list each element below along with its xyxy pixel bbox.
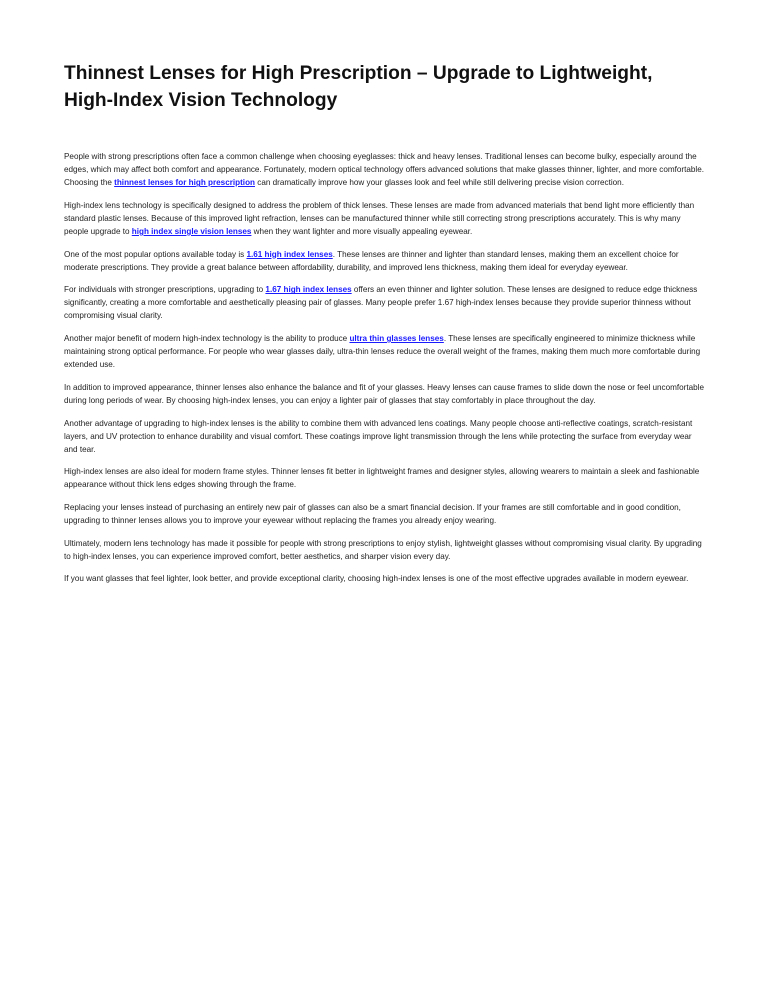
paragraph-closing: If you want glasses that feel lighter, look better, and provide exceptional clarity, choosing high-index lenses is one of the most effective upgrades available in modern eyewear. bbox=[64, 574, 689, 584]
paragraph-text: For individuals with stronger prescriptions, upgrading to bbox=[64, 285, 266, 295]
paragraph-text: Another major benefit of modern high-index technology is the ability to produce bbox=[64, 334, 350, 344]
paragraph-frame-styles: High-index lenses are also ideal for modern frame styles. Thinner lenses fit better in lightweight frames and designer styles, allowing wearers to maintain a sleek and fashionable appearance without thick lens edges showing through the frame. bbox=[64, 467, 700, 490]
paragraph-text: when they want lighter and more visually appealing eyewear. bbox=[251, 226, 473, 236]
paragraph-text: can dramatically improve how your glasses look and feel while still delivering precise vision correction. bbox=[255, 178, 624, 188]
paragraph-balance-fit: In addition to improved appearance, thinner lenses also enhance the balance and fit of your glasses. Heavy lenses can cause frames to slide down the nose or feel uncomfortable during long periods of wear. By choosing high-index lenses, you can enjoy a lighter pair of glasses that stay comfortably in place throughout the day. bbox=[64, 382, 705, 405]
link-thinnest-lenses[interactable]: thinnest lenses for high prescription bbox=[114, 178, 255, 188]
paragraph-text: . These lenses are thinner and lighter than standard lenses, making them an excellent choice for moderate prescriptions. They provide a great balance between affordability, durability, and improved lens thickness, making them ideal for everyday eyewear. bbox=[64, 249, 679, 272]
paragraph-ultra-thin bbox=[64, 332, 704, 371]
paragraph-text: High-index lens technology is specifically designed to address the problem of thick lenses. These lenses are made from advanced materials that bend light more efficiently than standard plastic lenses. Because of this improved light refraction, lenses can be manufactured thinner while still correcting strong prescriptions accurately. This is why many people upgrade to bbox=[64, 200, 695, 236]
paragraph-high-index-tech bbox=[64, 199, 704, 238]
link-161-high-index[interactable]: 1.61 high index lenses bbox=[246, 249, 333, 259]
paragraph-coatings: Another advantage of upgrading to high-index lenses is the ability to combine them with advanced lens coatings. Many people choose anti-reflective coatings, scratch-resistant layers, and UV protection to enhance durability and visual comfort. These coatings improve light transmission through the lens while protecting the surface from everyday wear and tear. bbox=[64, 418, 693, 454]
paragraph-replacing: Replacing your lenses instead of purchasing an entirely new pair of glasses can also be a smart financial decision. If your frames are still comfortable and in good condition, upgrading to thinner lenses allows you to improve your eyewear without replacing the frames you already enjoy wearing. bbox=[64, 502, 681, 526]
link-ultra-thin-lenses[interactable]: ultra thin glasses lenses bbox=[349, 334, 444, 344]
link-high-index-single-vision[interactable]: high index single vision lenses bbox=[131, 226, 252, 236]
paragraph-text: One of the most popular options available today is bbox=[64, 249, 247, 259]
paragraph-161 bbox=[64, 248, 704, 274]
paragraph-text: . These lenses are specifically engineered to minimize thickness while maintaining strong optical performance. For people who wear glasses daily, ultra-thin lenses reduce the overall weight of the frames, making them much more comfortable during extended use. bbox=[64, 334, 701, 370]
paragraph-ultimately: Ultimately, modern lens technology has made it possible for people with strong prescriptions to enjoy stylish, lightweight glasses without compromising visual clarity. By upgrading to high-index lenses, you can experience improved comfort, better aesthetics, and sharper vision every day. bbox=[64, 538, 702, 561]
page-title: Thinnest Lenses for High Prescription – Upgrade to Lightweight, High-Index Vision Technology bbox=[64, 63, 653, 111]
paragraph-text: People with strong prescriptions often face a common challenge when choosing eyeglasses: thick and heavy lenses. Traditional lenses can become bulky, especially around the edges, which may affect both comfort and appearance. Fortunately, modern optical technology offers advanced solutions that make glasses thinner, lighter, and more comfortable. Choosing the bbox=[64, 152, 704, 188]
paragraph-text: offers an even thinner and lighter solution. These lenses are designed to reduce edge thickness significantly, creating a more comfortable and aesthetically pleasing pair of glasses. Many people prefer 1.67 high-index lenses because they provide superior thinness without compromising visual clarity. bbox=[64, 285, 698, 321]
paragraph-167 bbox=[64, 283, 704, 322]
paragraph-intro bbox=[64, 150, 704, 189]
link-167-high-index[interactable]: 1.67 high index lenses bbox=[265, 285, 352, 295]
